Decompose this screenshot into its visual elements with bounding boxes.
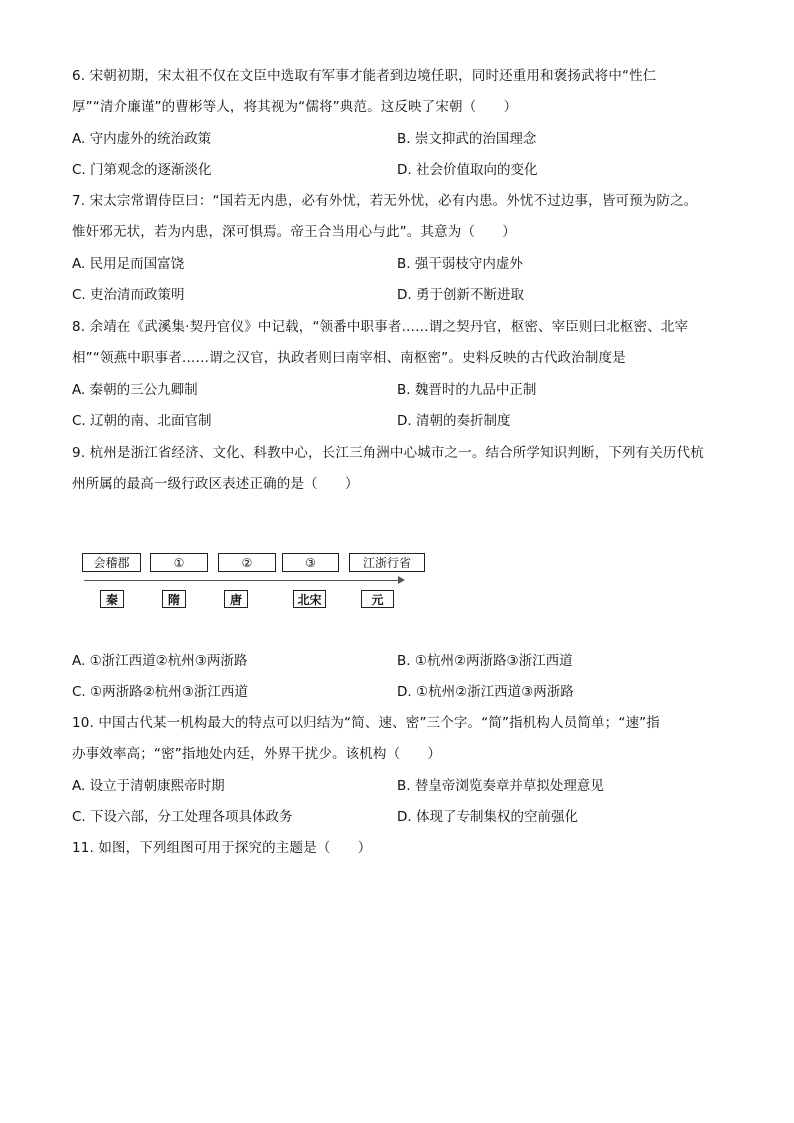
diagram-dynasty-5: 元 bbox=[361, 590, 394, 608]
q10-option-b: B. 替皇帝浏览奏章并草拟处理意见 bbox=[397, 778, 604, 794]
diagram-dynasty-2: 隋 bbox=[162, 590, 186, 608]
q6-option-d: D. 社会价值取向的变化 bbox=[397, 162, 538, 178]
q6-option-c: C. 门第观念的逐渐淡化 bbox=[72, 162, 212, 178]
q7-option-d: D. 勇于创新不断进取 bbox=[397, 287, 524, 303]
q10-stem-line-1: 10. 中国古代某一机构最大的特点可以归结为“简、速、密”三个字。“简”指机构人员简单；“速”指 bbox=[72, 715, 660, 731]
q7-option-b: B. 强干弱枝守内虚外 bbox=[397, 256, 523, 272]
q8-option-b: B. 魏晋时的九品中正制 bbox=[397, 382, 537, 398]
diagram-top-label-2: ① bbox=[150, 553, 208, 572]
diagram-top-label-1: 会稽郡 bbox=[82, 553, 141, 572]
q9-stem-line-1: 9. 杭州是浙江省经济、文化、科教中心，长江三角洲中心城市之一。结合所学知识判断，下列有关历代杭 bbox=[72, 445, 704, 461]
q9-stem-line-2: 州所属的最高一级行政区表述正确的是（ ） bbox=[72, 476, 359, 492]
diagram-top-label-5: 江浙行省 bbox=[349, 553, 425, 572]
q6-stem-line-2: 厚”“清介廉谨”的曹彬等人，将其视为“儒将”典范。这反映了宋朝（ ） bbox=[72, 99, 518, 115]
q7-option-c: C. 吏治清而政策明 bbox=[72, 287, 185, 303]
timeline-arrowhead-icon bbox=[398, 576, 405, 584]
q9-option-d: D. ①杭州②浙江西道③两浙路 bbox=[397, 684, 574, 700]
q10-stem-line-2: 办事效率高；“密”指地处内廷，外界干扰少。该机构（ ） bbox=[72, 746, 442, 762]
q10-option-a: A. 设立于清朝康熙帝时期 bbox=[72, 778, 225, 794]
diagram-dynasty-4: 北宋 bbox=[293, 590, 326, 608]
q11-stem-line-1: 11. 如图，下列组图可用于探究的主题是（ ） bbox=[72, 840, 372, 856]
q8-option-a: A. 秦朝的三公九卿制 bbox=[72, 382, 198, 398]
q7-stem-line-2: 惟奸邪无状，若为内患，深可惧焉。帝王合当用心与此”。其意为（ ） bbox=[72, 224, 516, 240]
q8-option-c: C. 辽朝的南、北面官制 bbox=[72, 413, 212, 429]
q6-option-a: A. 守内虚外的统治政策 bbox=[72, 131, 212, 147]
timeline-arrow-line bbox=[84, 580, 400, 581]
q7-stem-line-1: 7. 宋太宗常谓侍臣曰：“国若无内患，必有外忧，若无外忧，必有内患。外忧不过边事，皆可预为防之。 bbox=[72, 193, 698, 209]
q9-option-b: B. ①杭州②两浙路③浙江西道 bbox=[397, 653, 573, 669]
diagram-dynasty-1: 秦 bbox=[100, 590, 124, 608]
q8-stem-line-1: 8. 余靖在《武溪集·契丹官仪》中记载，“领番中职事者……谓之契丹官，枢密、宰臣则曰北枢密、北宰 bbox=[72, 319, 689, 335]
q10-option-c: C. 下设六部，分工处理各项具体政务 bbox=[72, 809, 293, 825]
q6-stem-line-1: 6. 宋朝初期，宋太祖不仅在文臣中选取有军事才能者到边境任职，同时还重用和褒扬武将中“性仁 bbox=[72, 68, 657, 84]
diagram-dynasty-3: 唐 bbox=[224, 590, 248, 608]
q7-option-a: A. 民用足而国富饶 bbox=[72, 256, 185, 272]
q10-option-d: D. 体现了专制集权的空前强化 bbox=[397, 809, 578, 825]
diagram-top-label-4: ③ bbox=[282, 553, 339, 572]
q8-option-d: D. 清朝的奏折制度 bbox=[397, 413, 511, 429]
q9-option-a: A. ①浙江西道②杭州③两浙路 bbox=[72, 653, 248, 669]
diagram-top-label-3: ② bbox=[218, 553, 276, 572]
q9-option-c: C. ①两浙路②杭州③浙江西道 bbox=[72, 684, 248, 700]
q6-option-b: B. 崇文抑武的治国理念 bbox=[397, 131, 537, 147]
q8-stem-line-2: 相”“领燕中职事者……谓之汉官，执政者则曰南宰相、南枢密”。史料反映的古代政治制度是 bbox=[72, 350, 626, 366]
